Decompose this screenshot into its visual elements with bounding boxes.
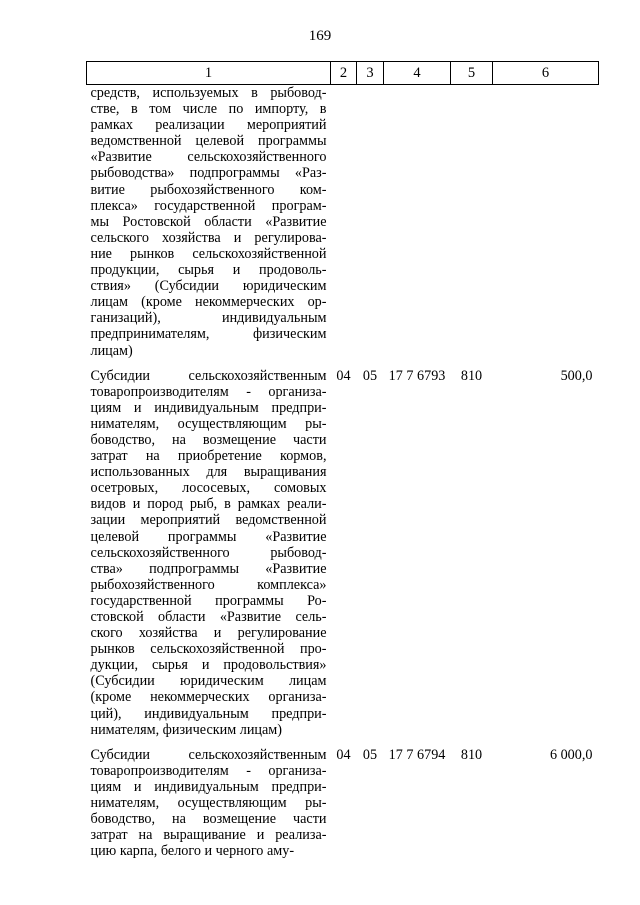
- row-expense-type: 810: [460, 367, 483, 384]
- description-line: ние рынков сельскохозяйственной: [90, 245, 327, 262]
- row-expense-type: [451, 85, 493, 359]
- description-line: витие рыбохозяйственного ком-: [90, 181, 327, 198]
- description-line: средств, используемых в рыбовод-: [90, 85, 327, 101]
- header-col-5: 5: [451, 62, 493, 85]
- row-amount: 500,0: [560, 367, 593, 384]
- description-line: нимателям, физическим лицам): [90, 721, 283, 738]
- description-line: ства» подпрограммы «Развитие: [90, 560, 327, 577]
- description-line: затрат на приобретение кормов,: [90, 448, 327, 465]
- description-line: нимателям, осуществляющим ры-: [90, 795, 327, 812]
- budget-table: [86, 61, 599, 859]
- description-line: рамках реализации мероприятий: [90, 117, 327, 134]
- description-line: Субсидии сельскохозяйственным: [90, 746, 327, 763]
- description-line: стовской области «Развитие сель-: [90, 609, 327, 625]
- row-amount: [493, 85, 599, 359]
- description-line: видов и пород рыб, в рамках реали-: [90, 496, 327, 513]
- header-col-4: 4: [384, 62, 451, 85]
- description-line: товаропроизводителям - организа-: [90, 383, 327, 400]
- description-line: сельскохозяйственного рыбовод-: [90, 544, 327, 561]
- table-row: [87, 359, 599, 738]
- description-line: дукции, сырья и продовольствия»: [90, 657, 327, 674]
- header-col-6: 6: [493, 62, 599, 85]
- row-amount: 6 000,0: [549, 746, 593, 763]
- description-line: нимателям, осуществляющим ры-: [90, 415, 327, 432]
- description-line: предпринимателям, физическим: [90, 326, 327, 343]
- description-line: Субсидии сельскохозяйственным: [90, 367, 327, 384]
- description-line: товаропроизводителям - организа-: [90, 762, 327, 779]
- description-line: мы Ростовской области «Развитие: [90, 213, 327, 230]
- description-line: ций), индивидуальным предпри-: [90, 705, 327, 722]
- description-line: цию карпа, белого и черного аму-: [90, 843, 295, 860]
- header-col-3: 3: [357, 62, 384, 85]
- row-subsection-code: 05: [362, 746, 378, 763]
- row-target-article: 17 7 6794: [388, 746, 446, 763]
- table-row: [87, 738, 599, 860]
- row-description: [87, 85, 331, 359]
- description-line: рыбохозяйственного комплекса»: [90, 576, 327, 593]
- description-line: ствия» (Субсидии юридическим: [90, 278, 327, 295]
- description-line: (Субсидии юридическим лицам: [90, 673, 327, 690]
- description-line: циям и индивидуальным предпри-: [90, 399, 327, 416]
- description-line: боводство, на возмещение части: [90, 811, 327, 828]
- description-line: рынков сельскохозяйственной про-: [90, 641, 327, 658]
- header-col-2: 2: [331, 62, 357, 85]
- header-col-1: 1: [87, 62, 331, 85]
- description-line: ского хозяйства и регулирование: [90, 625, 327, 642]
- page-number: 169: [308, 28, 332, 44]
- row-section-code: 04: [336, 367, 351, 384]
- row-subsection-code: [357, 85, 384, 359]
- description-line: продукции, сырья и продоволь-: [90, 262, 327, 279]
- description-line: плекса» государственной програм-: [90, 197, 327, 214]
- description-line: лицам): [90, 342, 133, 359]
- description-line: лицам (кроме некоммерческих ор-: [90, 294, 327, 311]
- row-subsection-code: 05: [362, 367, 378, 384]
- row-target-article: [384, 85, 451, 359]
- description-line: ведомственной целевой программы: [90, 133, 327, 150]
- row-description: [87, 359, 331, 738]
- table-row: [87, 85, 599, 359]
- description-line: стве, в том числе по импорту, в: [90, 101, 327, 118]
- description-line: сельского хозяйства и регулирова-: [90, 229, 327, 246]
- description-line: (кроме некоммерческих организа-: [90, 689, 327, 706]
- description-line: ганизаций), индивидуальным: [90, 310, 327, 327]
- description-line: осетровых, лососевых, сомовых: [90, 480, 327, 497]
- row-target-article: 17 7 6793: [388, 367, 446, 384]
- table-body: [87, 85, 599, 860]
- description-line: затрат на выращивание и реализа-: [90, 827, 327, 844]
- row-expense-type: 810: [460, 746, 483, 763]
- description-line: циям и индивидуальным предпри-: [90, 778, 327, 795]
- description-line: рыбоводства» подпрограммы «Раз-: [90, 165, 327, 182]
- description-line: «Развитие сельскохозяйственного: [90, 149, 327, 166]
- description-line: государственной программы Ро-: [90, 592, 327, 609]
- description-line: зации мероприятий ведомственной: [90, 512, 327, 529]
- table-header-row: [87, 62, 599, 85]
- row-description: [87, 738, 331, 860]
- description-line: целевой программы «Развитие: [90, 528, 327, 545]
- description-line: боводство, на возмещение части: [90, 431, 327, 448]
- description-line: использованных для выращивания: [90, 464, 327, 481]
- row-section-code: 04: [336, 746, 351, 763]
- row-section-code: [331, 85, 357, 359]
